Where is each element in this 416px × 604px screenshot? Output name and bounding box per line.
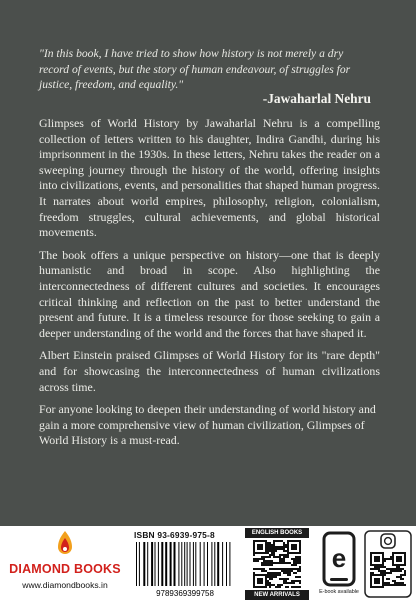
footer-strip	[0, 526, 416, 604]
quote-line: record of events, but the story of human endeavour, of struggles for	[39, 62, 351, 76]
qr-bottom-label: NEW ARRIVALS	[245, 590, 309, 600]
qr-top-label: ENGLISH BOOKS	[245, 528, 309, 538]
isbn-text: ISBN 93-6939-975-8	[134, 530, 215, 540]
quote-line: "In this book, I have tried to show how history is not merely a dry	[39, 47, 344, 60]
nehru-quote	[39, 46, 379, 93]
barcode-image	[134, 542, 236, 598]
publisher-name: DIAMOND BOOKS	[9, 562, 121, 576]
description-paragraph-4: For anyone looking to deepen their understanding of world history and gain a more comprehensive view of human civilization, Glimpses of World History is a must-read.	[39, 402, 376, 448]
diamond-logo-icon	[53, 530, 77, 560]
description-paragraph-3: Albert Einstein praised Glimpses of World History for its "rare depth" and for showcasing the interconnectedness of human civilizations across time.	[39, 348, 380, 394]
english-books-qr[interactable]	[245, 528, 309, 600]
publisher-logo	[4, 530, 126, 598]
ebook-badge[interactable]	[318, 530, 360, 600]
quote-author: -Jawaharlal Nehru	[262, 91, 371, 106]
description-paragraph-2: The book offers a unique perspective on history—one that is deeply humanistic and broad in scope. Also highlighting the interconnectedness of different cultures and societies. It encourages critical thinking and reflection on the past to better understand the present and future. It is a timeless resource for those seeking to gain a deeper understanding of the world and the forces that have shaped it.	[39, 247, 380, 340]
publisher-url[interactable]: www.diamondbooks.in	[22, 580, 108, 590]
social-qr[interactable]	[364, 530, 412, 598]
svg-text:e: e	[331, 543, 347, 573]
ebook-icon	[318, 530, 360, 588]
ebook-label: E-book available	[319, 589, 359, 595]
description-paragraph-1: Glimpses of World History by Jawaharlal Nehru is a compelling collection of letters written to his daughter, Indira Gandhi, during his imprisonment in the 1930s. In these letters, Nehru takes the reader on a sweeping journey through the history of the world, offering insights into civilizations, events, and personalities that shaped human progress. It narrates about world empires, philosophy, religion, colonialism, freedom struggles, cultural achievements, and global historical movements.	[39, 116, 380, 240]
isbn-barcode	[134, 530, 238, 598]
qr-code-icon	[249, 540, 305, 588]
book-description	[39, 116, 380, 456]
instagram-qr-icon	[364, 530, 412, 598]
barcode-digits: 9789369399758	[156, 589, 214, 598]
quote-line: justice, freedom, and equality."	[39, 78, 184, 91]
